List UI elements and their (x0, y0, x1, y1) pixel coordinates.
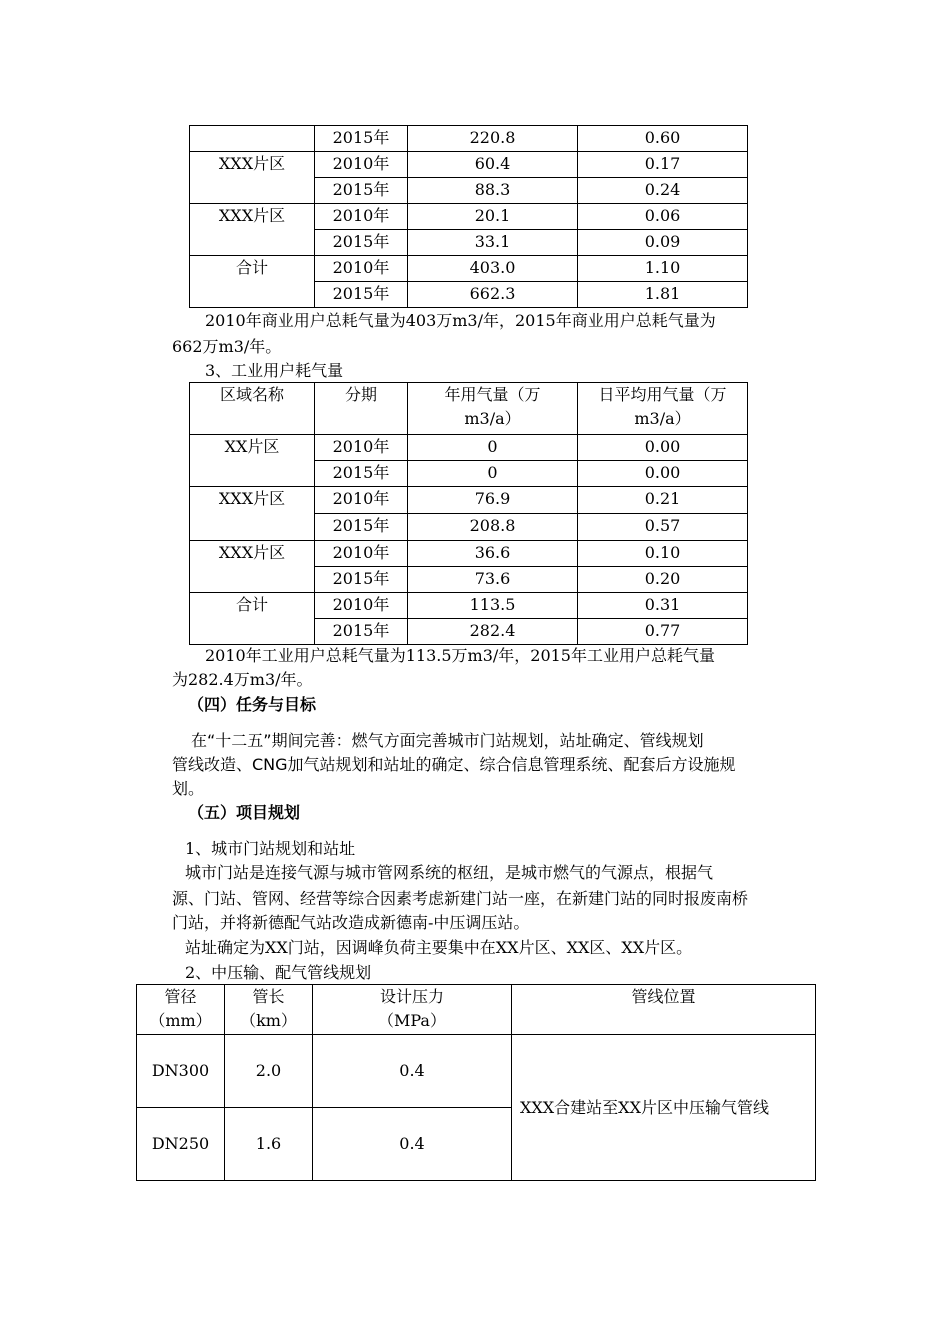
table-cell: XXX片区 (190, 487, 315, 541)
table-row (190, 487, 748, 514)
table-row (190, 204, 748, 230)
table-cell: 2015年 (315, 178, 408, 204)
paragraph-line: 2010年工业用户总耗气量为113.5万m3/年，2015年工业用户总耗气量 (205, 646, 715, 665)
table-cell: XX片区 (190, 435, 315, 487)
table-cell: 0.77 (578, 619, 748, 645)
table-cell: 2010年 (315, 256, 408, 282)
header-unit: （mm） (149, 1011, 212, 1030)
table-cell: 1.6 (225, 1108, 313, 1181)
section-heading: （五）项目规划 (188, 803, 301, 822)
paragraph-line: 城市门站是连接气源与城市管网系统的枢纽，是城市燃气的气源点，根据气 (185, 863, 714, 882)
table-cell: 1.10 (578, 256, 748, 282)
table-cell: 20.1 (408, 204, 578, 230)
table-cell: 2010年 (315, 435, 408, 461)
table-cell: 合计 (190, 593, 315, 645)
table-cell: 208.8 (408, 514, 578, 541)
table-cell: 2010年 (315, 487, 408, 514)
section-subtitle: 1、城市门站规划和站址 (185, 839, 356, 858)
table-cell: 113.5 (408, 593, 578, 619)
table-cell: 0.00 (578, 461, 748, 487)
table-cell: 0.31 (578, 593, 748, 619)
table-cell: 0.4 (313, 1035, 512, 1108)
table-cell: 0.4 (313, 1108, 512, 1181)
paragraph-line: 2010年商业用户总耗气量为403万m3/年，2015年商业用户总耗气量为 (205, 311, 716, 330)
table-cell: 2015年 (315, 514, 408, 541)
table-cell: XXX片区 (190, 204, 315, 256)
table-cell: 2015年 (315, 126, 408, 152)
table-cell: 0.21 (578, 487, 748, 514)
table-row (190, 541, 748, 567)
table-header-cell: 区域名称 (190, 383, 315, 435)
table-cell: 662.3 (408, 282, 578, 308)
table-cell: 88.3 (408, 178, 578, 204)
table-cell: 2015年 (315, 461, 408, 487)
table-header-row (190, 383, 748, 435)
paragraph-line: 源、门站、管网、经营等综合因素考虑新建门站一座，在新建门站的同时报废南桥 (172, 889, 749, 908)
table-cell: 合计 (190, 256, 315, 308)
table-cell: 60.4 (408, 152, 578, 178)
header-unit: m3/a） (464, 409, 521, 428)
table-cell: 282.4 (408, 619, 578, 645)
paragraph-line: 管线改造、CNG加气站规划和站址的确定、综合信息管理系统、配套后方设施规 (172, 755, 736, 774)
table-row (190, 152, 748, 178)
paragraph-line: 为282.4万m3/年。 (172, 670, 313, 689)
table-cell: XXX片区 (190, 152, 315, 204)
paragraph-line: 662万m3/年。 (172, 337, 282, 356)
section-subtitle: 2、中压输、配气管线规划 (185, 963, 372, 982)
pipeline-location-cell: XXX合建站至XX片区中压输气管线 (512, 1035, 816, 1181)
table-header-row (137, 985, 816, 1035)
table-row (190, 593, 748, 619)
table-cell: 0.17 (578, 152, 748, 178)
section-heading: （四）任务与目标 (188, 695, 317, 714)
table-row (190, 435, 748, 461)
paragraph-line: 划。 (172, 779, 205, 798)
table-cell: 0.57 (578, 514, 748, 541)
table-cell: 2010年 (315, 152, 408, 178)
table-cell: 2010年 (315, 204, 408, 230)
table-header-cell: 分期 (315, 383, 408, 435)
table-header-cell: 设计压力 （MPa） (313, 985, 512, 1035)
paragraph-line: 站址确定为XX门站，因调峰负荷主要集中在XX片区、XX区、XX片区。 (185, 938, 693, 957)
table-header-cell: 日平均用气量（万 m3/a） (578, 383, 748, 435)
table-cell: XXX片区 (190, 541, 315, 593)
table-cell: 0 (408, 435, 578, 461)
table-cell: 73.6 (408, 567, 578, 593)
table-row (137, 1035, 816, 1108)
table-cell: 0.24 (578, 178, 748, 204)
paragraph-line: 在“十二五”期间完善：燃气方面完善城市门站规划，站址确定、管线规划 (191, 731, 704, 750)
table-header-cell: 管径 （mm） (137, 985, 225, 1035)
table-cell: 0 (408, 461, 578, 487)
table-cell: 2010年 (315, 541, 408, 567)
table-cell: 0.20 (578, 567, 748, 593)
header-unit: （km） (240, 1011, 297, 1030)
table-cell: 2015年 (315, 567, 408, 593)
table-cell: 2015年 (315, 230, 408, 256)
table-header-cell: 年用气量（万 m3/a） (408, 383, 578, 435)
table-cell: 0.09 (578, 230, 748, 256)
header-unit: （MPa） (378, 1011, 446, 1030)
table-cell: 220.8 (408, 126, 578, 152)
table-cell: 2015年 (315, 282, 408, 308)
table-cell: 36.6 (408, 541, 578, 567)
table-cell: DN250 (137, 1108, 225, 1181)
commercial-consumption-table (189, 125, 748, 308)
table-header-cell: 管长 （km） (225, 985, 313, 1035)
paragraph-line: 门站，并将新德配气站改造成新德南-中压调压站。 (172, 913, 530, 932)
table-cell: 0.00 (578, 435, 748, 461)
table-cell: 403.0 (408, 256, 578, 282)
table-header-cell: 管线位置 (512, 985, 816, 1035)
table-cell: 2015年 (315, 619, 408, 645)
header-unit: m3/a） (634, 409, 691, 428)
table-cell: 0.60 (578, 126, 748, 152)
table-cell (190, 126, 315, 152)
table-cell: 0.10 (578, 541, 748, 567)
industrial-consumption-table (189, 382, 748, 645)
section-subtitle: 3、工业用户耗气量 (205, 361, 344, 380)
table-cell: 1.81 (578, 282, 748, 308)
table-cell: 0.06 (578, 204, 748, 230)
table-cell: 33.1 (408, 230, 578, 256)
table-cell: 2010年 (315, 593, 408, 619)
pipeline-plan-table (136, 984, 816, 1181)
table-row (190, 256, 748, 282)
table-row (190, 126, 748, 152)
table-cell: 2.0 (225, 1035, 313, 1108)
table-cell: DN300 (137, 1035, 225, 1108)
table-cell: 76.9 (408, 487, 578, 514)
